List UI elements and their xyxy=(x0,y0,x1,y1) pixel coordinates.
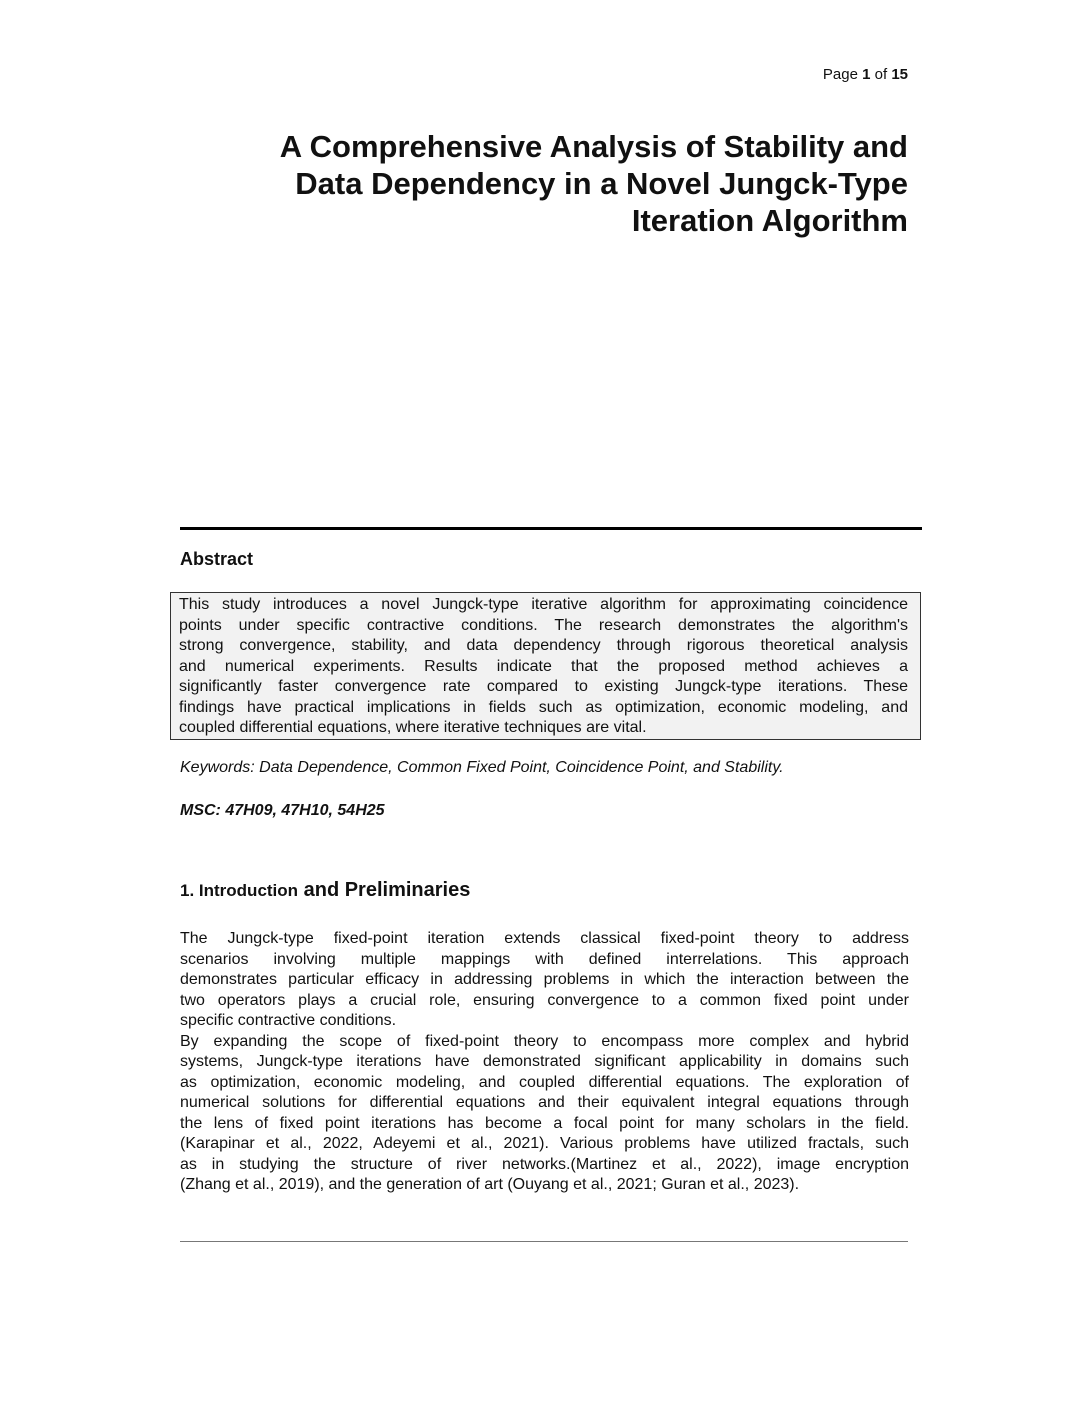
footnote-divider xyxy=(180,1241,908,1242)
body-line: as in studying the structure of river networks.(Martinez et al., 2022), image encryption xyxy=(180,1155,909,1173)
body-line: systems, Jungck-type iterations have demonstrated significant applicability in domains such xyxy=(180,1053,909,1070)
abstract-line: strong convergence, stability, and data dependency through rigorous theoretical analysis xyxy=(179,637,908,654)
body-line: (Zhang et al., 2019), and the generation of art (Ouyang et al., 2021; Guran et al., 2023). xyxy=(180,1176,800,1193)
keywords: Keywords: Data Dependence, Common Fixed Point, Coincidence Point, and Stability. xyxy=(180,759,784,776)
abstract-line: significantly faster convergence rate compared to existing Jungck-type iterations. These xyxy=(179,678,908,695)
abstract-heading: Abstract xyxy=(180,549,254,569)
section-number: 1. Introduction xyxy=(180,881,299,900)
body-line: By expanding the scope of fixed-point theory to encompass more complex and hybrid xyxy=(180,1032,909,1050)
body-line: as optimization, economic modeling, and coupled differential equations. The exploration of xyxy=(180,1073,909,1091)
paper-title xyxy=(208,128,908,239)
body-line: two operators plays a crucial role, ensuring convergence to a common fixed point under xyxy=(180,991,909,1009)
title-line: A Comprehensive Analysis of Stability and xyxy=(279,129,908,164)
abstract-line: and numerical experiments. Results indicate that the proposed method achieves a xyxy=(179,657,908,675)
abstract-line: findings have practical implications in fields such as optimization, economic modeling, and xyxy=(179,698,908,716)
body-line: numerical solutions for differential equations and their equivalent integral equations through xyxy=(180,1094,909,1111)
section-title: and Preliminaries xyxy=(298,879,471,901)
title-line: Iteration Algorithm xyxy=(631,203,908,238)
body-line: the lens of fixed point iterations has become a focal point for many scholars in the field. xyxy=(180,1114,909,1132)
abstract-box xyxy=(170,592,921,740)
page-number xyxy=(823,66,908,83)
page-total: 15 xyxy=(891,66,908,83)
divider xyxy=(180,527,922,530)
body-line: specific contractive conditions. xyxy=(180,1012,397,1029)
page-of: of xyxy=(874,66,888,83)
abstract-line: coupled differential equations, where iterative techniques are vital. xyxy=(179,719,647,736)
title-line: Data Dependency in a Novel Jungck-Type xyxy=(295,166,908,201)
intro-paragraphs xyxy=(180,929,909,1196)
section-heading xyxy=(180,879,470,902)
body-line: scenarios involving multiple mappings with defined interrelations. This approach xyxy=(180,950,909,968)
body-line: demonstrates particular efficacy in addressing problems in which the interaction between the xyxy=(180,971,909,988)
abstract-line: This study introduces a novel Jungck-type iterative algorithm for approximating coincidence xyxy=(179,596,908,613)
page-current: 1 xyxy=(862,66,871,83)
page-label: Page xyxy=(822,66,858,83)
msc-codes: MSC: 47H09, 47H10, 54H25 xyxy=(180,802,385,819)
body-line: The Jungck-type fixed-point iteration extends classical fixed-point theory to address xyxy=(180,930,909,947)
abstract-line: points under specific contractive conditions. The research demonstrates the algorithm's xyxy=(179,616,908,634)
body-line: (Karapinar et al., 2022, Adeyemi et al., 2021). Various problems have utilized fractals, such xyxy=(180,1135,909,1152)
